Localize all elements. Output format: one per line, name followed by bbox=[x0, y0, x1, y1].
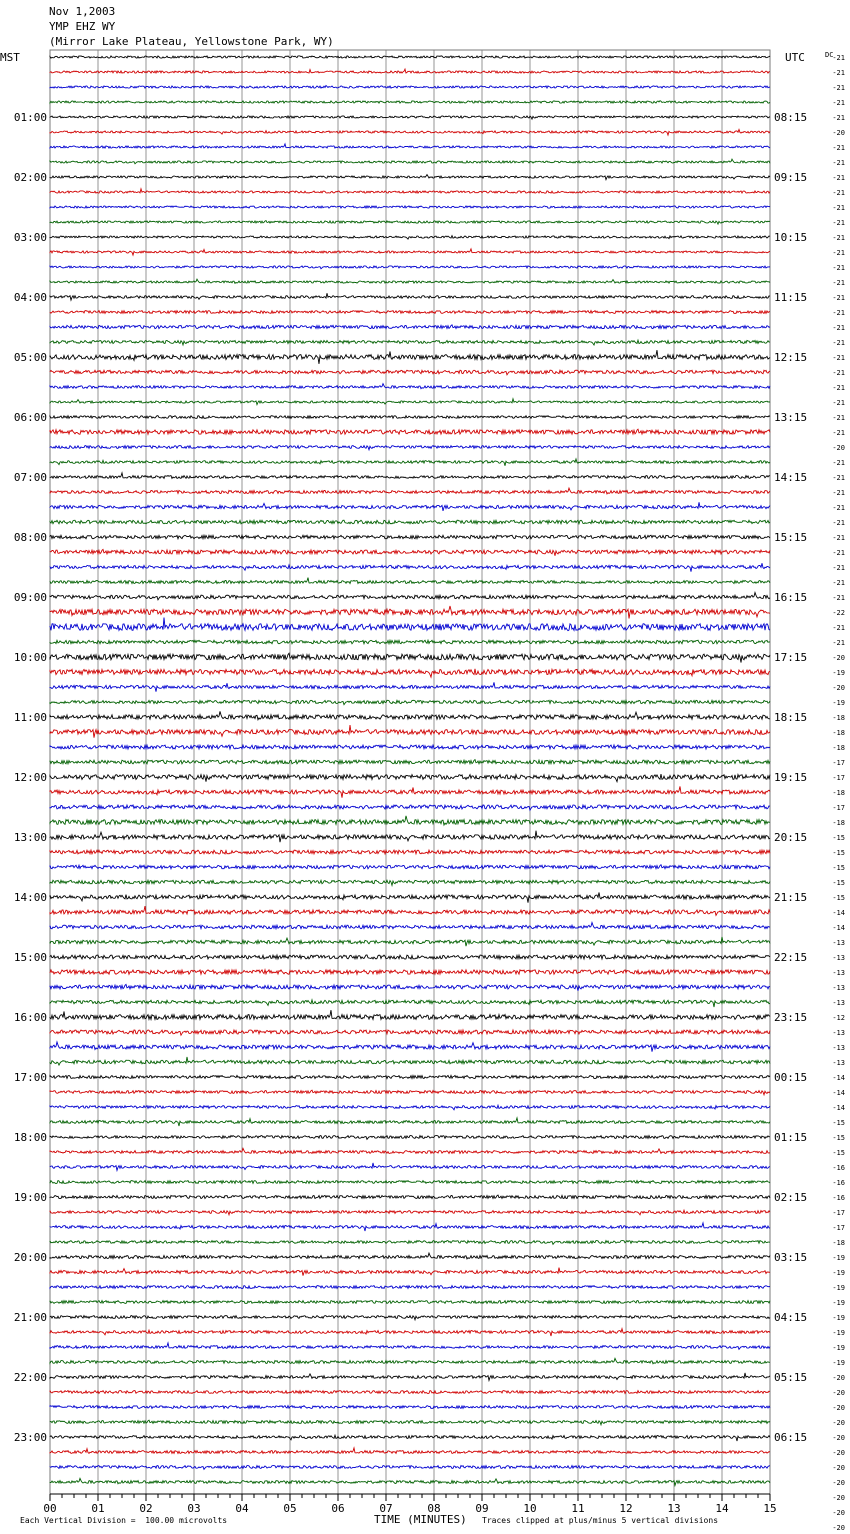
seismogram-trace bbox=[50, 606, 770, 618]
dc-offset-label: -13 bbox=[832, 1044, 845, 1052]
utc-hour-label: 01:15 bbox=[774, 1131, 808, 1144]
dc-header-label: DC bbox=[825, 51, 834, 59]
utc-hour-label: 13:15 bbox=[774, 411, 808, 424]
dc-offset-label: -20 bbox=[832, 129, 845, 137]
seismogram-trace bbox=[50, 816, 770, 825]
seismogram-trace bbox=[50, 69, 770, 73]
dc-offset-label: -19 bbox=[832, 699, 845, 707]
seismogram-trace bbox=[50, 1118, 770, 1126]
dc-offset-label: -20 bbox=[832, 1434, 845, 1442]
dc-offset-label: -18 bbox=[832, 789, 845, 797]
seismogram-trace bbox=[50, 1358, 770, 1363]
seismogram-trace bbox=[50, 1057, 770, 1065]
x-tick-label: 01 bbox=[91, 1502, 105, 1515]
dc-offset-label: -21 bbox=[832, 264, 845, 272]
mst-hour-label: 17:00 bbox=[13, 1071, 47, 1084]
seismogram-trace bbox=[50, 880, 770, 885]
dc-offset-label: -17 bbox=[832, 774, 845, 782]
seismogram-trace bbox=[50, 618, 770, 631]
dc-offset-label: -21 bbox=[832, 399, 845, 407]
dc-offset-label: -15 bbox=[832, 849, 845, 857]
seismogram-trace bbox=[50, 1286, 770, 1289]
dc-offset-label: -21 bbox=[832, 144, 845, 152]
seismogram-trace bbox=[50, 1420, 770, 1425]
seismogram-trace bbox=[50, 1253, 770, 1259]
seismogram-trace bbox=[50, 459, 770, 466]
dc-offset-label: -21 bbox=[832, 579, 845, 587]
dc-offset-label: -20 bbox=[832, 1389, 845, 1397]
seismogram-trace bbox=[50, 1075, 770, 1078]
dc-offset-label: -21 bbox=[832, 99, 845, 107]
seismogram-trace bbox=[50, 56, 770, 58]
utc-hour-label: 23:15 bbox=[774, 1011, 808, 1024]
dc-offset-label: -15 bbox=[832, 1119, 845, 1127]
header-date: Nov 1,2003 bbox=[49, 5, 116, 18]
seismogram-trace bbox=[50, 1448, 770, 1453]
seismogram-trace bbox=[50, 1316, 770, 1320]
seismogram-trace bbox=[50, 1478, 770, 1485]
x-tick-label: 13 bbox=[667, 1502, 681, 1515]
dc-offset-label: -21 bbox=[832, 384, 845, 392]
seismogram-trace bbox=[50, 1000, 770, 1007]
dc-offset-label: -21 bbox=[832, 279, 845, 287]
dc-offset-label: -20 bbox=[832, 1419, 845, 1427]
dc-offset-label: -21 bbox=[832, 429, 845, 437]
seismogram-trace bbox=[50, 236, 770, 239]
dc-offset-label: -20 bbox=[832, 654, 845, 662]
seismogram-trace bbox=[50, 970, 770, 974]
seismogram-trace bbox=[50, 1042, 770, 1052]
x-tick-label: 07 bbox=[379, 1502, 393, 1515]
seismogram-trace bbox=[50, 937, 770, 946]
seismogram-trace bbox=[50, 774, 770, 782]
seismogram-trace bbox=[50, 129, 770, 135]
seismogram-trace bbox=[50, 760, 770, 764]
mst-hour-label: 07:00 bbox=[13, 471, 47, 484]
dc-offset-label: -20 bbox=[832, 1494, 845, 1502]
seismogram-trace bbox=[50, 293, 770, 300]
dc-offset-label: -20 bbox=[832, 1479, 845, 1487]
dc-offset-label: -21 bbox=[832, 564, 845, 572]
time-axis bbox=[43, 1494, 776, 1515]
seismogram-trace bbox=[50, 101, 770, 103]
seismogram-trace bbox=[50, 1090, 770, 1095]
utc-hour-label: 08:15 bbox=[774, 111, 808, 124]
dc-offset-label: -20 bbox=[832, 444, 845, 452]
dc-offset-label: -19 bbox=[832, 1269, 845, 1277]
seismogram-trace bbox=[50, 384, 770, 389]
dc-offset-label: -20 bbox=[832, 1464, 845, 1472]
dc-offset-label: -21 bbox=[832, 204, 845, 212]
seismogram-trace bbox=[50, 955, 770, 959]
dc-offset-label: -21 bbox=[832, 219, 845, 227]
seismogram-trace bbox=[50, 311, 770, 314]
mst-hour-label: 14:00 bbox=[13, 891, 47, 904]
utc-hour-label: 20:15 bbox=[774, 831, 808, 844]
seismogram-trace bbox=[50, 640, 770, 644]
x-tick-label: 10 bbox=[523, 1502, 537, 1515]
dc-offset-label: -21 bbox=[832, 69, 845, 77]
dc-offset-label: -21 bbox=[832, 54, 845, 62]
seismogram-trace bbox=[50, 725, 770, 738]
x-tick-label: 06 bbox=[331, 1502, 345, 1515]
dc-offset-label: -20 bbox=[832, 1374, 845, 1382]
utc-hour-label: 22:15 bbox=[774, 951, 808, 964]
seismogram-trace bbox=[50, 1343, 770, 1349]
dc-offset-label: -21 bbox=[832, 549, 845, 557]
dc-offset-label: -20 bbox=[832, 1449, 845, 1457]
seismogram-trace bbox=[50, 1148, 770, 1153]
seismogram-trace bbox=[50, 1391, 770, 1394]
seismogram-trace bbox=[50, 745, 770, 749]
seismogram-trace bbox=[50, 399, 770, 405]
utc-hour-label: 02:15 bbox=[774, 1191, 808, 1204]
dc-offset-label: -21 bbox=[832, 369, 845, 377]
dc-offset-label: -21 bbox=[832, 624, 845, 632]
seismogram-trace bbox=[50, 473, 770, 479]
x-tick-label: 14 bbox=[715, 1502, 729, 1515]
x-tick-label: 03 bbox=[187, 1502, 201, 1515]
header-location: (Mirror Lake Plateau, Yellowstone Park, WY) bbox=[49, 35, 334, 48]
dc-offset-label: -15 bbox=[832, 894, 845, 902]
dc-offset-label: -14 bbox=[832, 909, 845, 917]
dc-offset-label: -19 bbox=[832, 1254, 845, 1262]
dc-offset-label: -21 bbox=[832, 174, 845, 182]
seismogram-trace bbox=[50, 86, 770, 89]
dc-offset-label: -17 bbox=[832, 759, 845, 767]
dc-offset-label: -15 bbox=[832, 1149, 845, 1157]
seismogram-trace bbox=[50, 653, 770, 662]
dc-offset-label: -21 bbox=[832, 294, 845, 302]
seismogram-trace bbox=[50, 892, 770, 902]
seismogram-trace bbox=[50, 1435, 770, 1441]
dc-offset-label: -21 bbox=[832, 639, 845, 647]
seismogram-trace bbox=[50, 865, 770, 869]
seismogram-trace bbox=[50, 831, 770, 843]
dc-offset-label: -13 bbox=[832, 969, 845, 977]
mst-hour-label: 21:00 bbox=[13, 1311, 47, 1324]
dc-offset-label: -15 bbox=[832, 864, 845, 872]
mst-hour-labels bbox=[14, 111, 47, 1444]
dc-offset-label: -21 bbox=[832, 534, 845, 542]
dc-offset-label: -21 bbox=[832, 309, 845, 317]
dc-offset-label: -16 bbox=[832, 1164, 845, 1172]
dc-offset-label: -21 bbox=[832, 459, 845, 467]
seismogram-trace bbox=[50, 1300, 770, 1303]
dc-offset-label: -13 bbox=[832, 984, 845, 992]
scale-note: Each Vertical Division = 100.00 microvolts bbox=[20, 1516, 228, 1525]
x-tick-label: 15 bbox=[763, 1502, 777, 1515]
seismogram-trace bbox=[50, 1181, 770, 1184]
utc-hour-label: 12:15 bbox=[774, 351, 808, 364]
x-tick-label: 09 bbox=[475, 1502, 489, 1515]
utc-hour-label: 11:15 bbox=[774, 291, 808, 304]
utc-hour-label: 16:15 bbox=[774, 591, 808, 604]
dc-offset-label: -21 bbox=[832, 189, 845, 197]
seismogram-trace bbox=[50, 563, 770, 572]
utc-hour-labels bbox=[774, 111, 807, 1444]
seismogram-trace bbox=[50, 1466, 770, 1470]
dc-offset-label: -17 bbox=[832, 804, 845, 812]
dc-offset-label: -19 bbox=[832, 1314, 845, 1322]
seismogram-trace bbox=[50, 906, 770, 915]
seismogram-trace bbox=[50, 502, 770, 511]
x-tick-label: 12 bbox=[619, 1502, 633, 1515]
seismogram-trace bbox=[50, 1210, 770, 1215]
dc-offset-label: -19 bbox=[832, 1299, 845, 1307]
seismogram-trace bbox=[50, 1105, 770, 1110]
seismogram-trace bbox=[50, 578, 770, 584]
seismogram-trace bbox=[50, 488, 770, 494]
dc-offset-label: -21 bbox=[832, 474, 845, 482]
seismogram-trace bbox=[50, 711, 770, 719]
dc-offset-label: -17 bbox=[832, 1209, 845, 1217]
dc-offset-label: -19 bbox=[832, 1344, 845, 1352]
dc-offset-label: -21 bbox=[832, 159, 845, 167]
dc-offset-label: -18 bbox=[832, 819, 845, 827]
dc-offset-label: -21 bbox=[832, 234, 845, 242]
seismogram-trace bbox=[50, 1030, 770, 1035]
mst-hour-label: 05:00 bbox=[13, 351, 47, 364]
left-timezone-label: MST bbox=[0, 51, 20, 64]
dc-offset-label: -14 bbox=[832, 1104, 845, 1112]
dc-offset-label: -13 bbox=[832, 1029, 845, 1037]
seismogram-trace bbox=[50, 984, 770, 990]
utc-hour-label: 04:15 bbox=[774, 1311, 808, 1324]
x-tick-label: 02 bbox=[139, 1502, 153, 1515]
dc-offset-label: -19 bbox=[832, 1329, 845, 1337]
seismogram-trace bbox=[50, 446, 770, 450]
x-tick-label: 00 bbox=[43, 1502, 57, 1515]
seismogram-trace bbox=[50, 1406, 770, 1409]
utc-hour-label: 14:15 bbox=[774, 471, 808, 484]
seismogram-trace bbox=[50, 850, 770, 854]
dc-offset-label: -15 bbox=[832, 1134, 845, 1142]
seismogram-trace bbox=[50, 429, 770, 434]
seismogram-trace bbox=[50, 144, 770, 148]
dc-offset-label: -21 bbox=[832, 489, 845, 497]
utc-hour-label: 18:15 bbox=[774, 711, 808, 724]
seismogram-trace bbox=[50, 1268, 770, 1276]
seismogram-trace bbox=[50, 249, 770, 255]
dc-offset-label: -13 bbox=[832, 999, 845, 1007]
seismogram-trace bbox=[50, 279, 770, 283]
x-tick-label: 05 bbox=[283, 1502, 297, 1515]
mst-hour-label: 13:00 bbox=[13, 831, 47, 844]
dc-offset-label: -20 bbox=[832, 1524, 845, 1532]
seismogram-trace bbox=[50, 416, 770, 419]
dc-offset-label: -19 bbox=[832, 1359, 845, 1367]
seismogram-trace bbox=[50, 549, 770, 555]
utc-hour-label: 17:15 bbox=[774, 651, 808, 664]
dc-offset-label: -21 bbox=[832, 414, 845, 422]
mst-hour-label: 20:00 bbox=[13, 1251, 47, 1264]
mst-hour-label: 03:00 bbox=[13, 231, 47, 244]
seismogram-trace bbox=[50, 1373, 770, 1380]
dc-offset-label: -13 bbox=[832, 954, 845, 962]
utc-hour-label: 09:15 bbox=[774, 171, 808, 184]
dc-offset-label: -18 bbox=[832, 729, 845, 737]
dc-offset-label: -16 bbox=[832, 1179, 845, 1187]
seismogram-trace bbox=[50, 669, 770, 677]
dc-offset-label: -20 bbox=[832, 1404, 845, 1412]
seismogram-trace bbox=[50, 923, 770, 930]
mst-hour-label: 19:00 bbox=[13, 1191, 47, 1204]
utc-hour-label: 00:15 bbox=[774, 1071, 808, 1084]
dc-offset-label: -21 bbox=[832, 114, 845, 122]
mst-hour-label: 15:00 bbox=[13, 951, 47, 964]
mst-hour-label: 08:00 bbox=[13, 531, 47, 544]
seismogram-trace bbox=[50, 1136, 770, 1140]
dc-offset-label: -21 bbox=[832, 354, 845, 362]
mst-hour-label: 23:00 bbox=[13, 1431, 47, 1444]
mst-hour-label: 12:00 bbox=[13, 771, 47, 784]
dc-offset-label: -15 bbox=[832, 879, 845, 887]
seismogram-trace bbox=[50, 786, 770, 797]
dc-offset-label: -21 bbox=[832, 504, 845, 512]
dc-offset-label: -15 bbox=[832, 834, 845, 842]
mst-hour-label: 09:00 bbox=[13, 591, 47, 604]
mst-hour-label: 22:00 bbox=[13, 1371, 47, 1384]
utc-hour-label: 03:15 bbox=[774, 1251, 808, 1264]
seismogram-trace bbox=[50, 266, 770, 269]
mst-hour-label: 06:00 bbox=[13, 411, 47, 424]
utc-hour-label: 15:15 bbox=[774, 531, 808, 544]
dc-offset-label: -21 bbox=[832, 84, 845, 92]
dc-offset-label: -13 bbox=[832, 1059, 845, 1067]
mst-hour-label: 16:00 bbox=[13, 1011, 47, 1024]
dc-offset-label: -21 bbox=[832, 249, 845, 257]
mst-hour-label: 01:00 bbox=[13, 111, 47, 124]
dc-offset-label: -19 bbox=[832, 1284, 845, 1292]
utc-hour-label: 19:15 bbox=[774, 771, 808, 784]
utc-hour-label: 06:15 bbox=[774, 1431, 808, 1444]
seismogram-trace bbox=[50, 175, 770, 180]
dc-offset-label: -21 bbox=[832, 594, 845, 602]
dc-offset-label: -13 bbox=[832, 939, 845, 947]
dc-offset-label: -20 bbox=[832, 1509, 845, 1517]
mst-hour-label: 04:00 bbox=[13, 291, 47, 304]
dc-offset-label: -14 bbox=[832, 1089, 845, 1097]
mst-hour-label: 18:00 bbox=[13, 1131, 47, 1144]
dc-offset-label: -20 bbox=[832, 684, 845, 692]
dc-offset-label: -14 bbox=[832, 924, 845, 932]
seismogram-trace bbox=[50, 700, 770, 704]
seismogram-trace bbox=[50, 325, 770, 329]
x-tick-label: 08 bbox=[427, 1502, 441, 1515]
x-axis-title: TIME (MINUTES) bbox=[374, 1513, 467, 1526]
seismogram-trace bbox=[50, 221, 770, 225]
seismogram-trace bbox=[50, 1223, 770, 1231]
dc-offset-label: -16 bbox=[832, 1194, 845, 1202]
clip-note: Traces clipped at plus/minus 5 vertical divisions bbox=[482, 1516, 719, 1525]
dc-offset-label: -22 bbox=[832, 609, 845, 617]
seismogram-trace bbox=[50, 159, 770, 164]
seismogram-trace bbox=[50, 535, 770, 539]
dc-offset-label: -17 bbox=[832, 1224, 845, 1232]
seismogram-trace bbox=[50, 116, 770, 119]
seismogram-trace bbox=[50, 520, 770, 524]
seismogram-trace bbox=[50, 206, 770, 208]
right-timezone-label: UTC bbox=[785, 51, 805, 64]
dc-offset-label: -21 bbox=[832, 519, 845, 527]
mst-hour-label: 02:00 bbox=[13, 171, 47, 184]
mst-hour-label: 10:00 bbox=[13, 651, 47, 664]
seismogram-trace bbox=[50, 370, 770, 375]
seismogram-trace bbox=[50, 340, 770, 345]
seismogram-trace bbox=[50, 593, 770, 600]
seismogram-trace bbox=[50, 1241, 770, 1245]
dc-offset-label: -21 bbox=[832, 324, 845, 332]
trace-group bbox=[50, 56, 770, 1485]
x-tick-label: 11 bbox=[571, 1502, 585, 1515]
utc-hour-label: 05:15 bbox=[774, 1371, 808, 1384]
seismogram-trace bbox=[50, 1329, 770, 1336]
dc-offset-label: -19 bbox=[832, 669, 845, 677]
seismogram-trace bbox=[50, 805, 770, 810]
dc-offset-label: -18 bbox=[832, 714, 845, 722]
dc-offset-label: -12 bbox=[832, 1014, 845, 1022]
header-station: YMP EHZ WY bbox=[49, 20, 116, 33]
dc-offset-label: -18 bbox=[832, 1239, 845, 1247]
mst-hour-label: 11:00 bbox=[13, 711, 47, 724]
utc-hour-label: 10:15 bbox=[774, 231, 808, 244]
seismogram-trace bbox=[50, 350, 770, 364]
dc-offset-label: -21 bbox=[832, 339, 845, 347]
seismogram-trace bbox=[50, 189, 770, 193]
dc-offset-label: -18 bbox=[832, 744, 845, 752]
seismogram-trace bbox=[50, 1195, 770, 1199]
seismogram-trace bbox=[50, 1163, 770, 1170]
dc-offset-label: -14 bbox=[832, 1074, 845, 1082]
seismogram-trace bbox=[50, 682, 770, 691]
seismogram-trace bbox=[50, 1010, 770, 1019]
utc-hour-label: 21:15 bbox=[774, 891, 808, 904]
x-tick-label: 04 bbox=[235, 1502, 249, 1515]
dc-offset-labels bbox=[832, 54, 845, 1534]
